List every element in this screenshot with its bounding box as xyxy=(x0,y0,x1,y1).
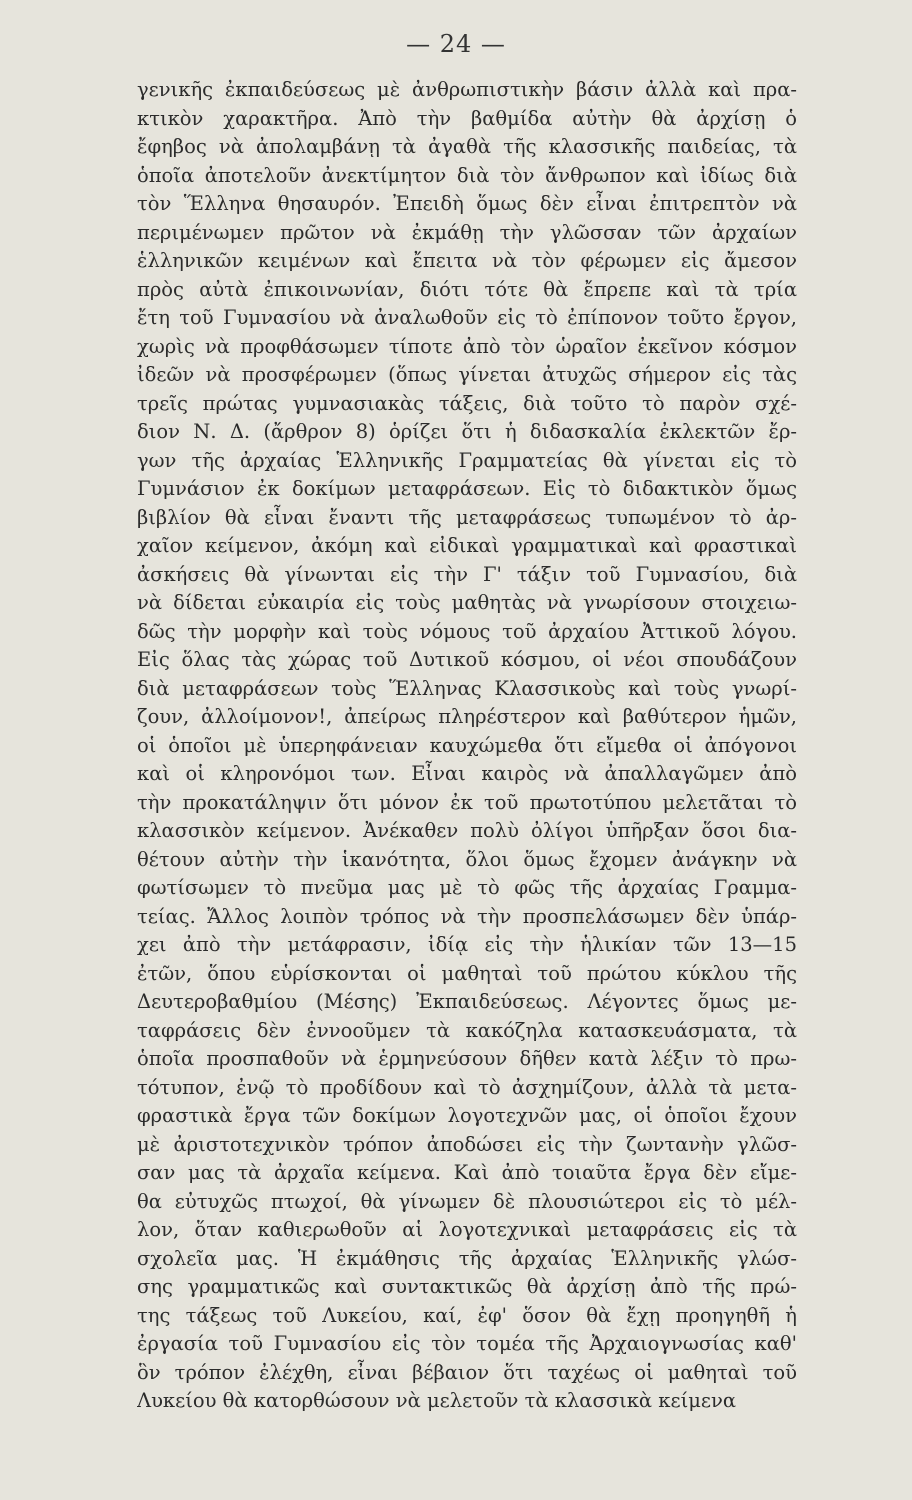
text-line: φραστικὰ ἔργα τῶν δοκίμων λογοτεχνῶν μας, οἱ ὁποῖοι ἔχουν xyxy=(137,1104,797,1127)
text-line: γων τῆς ἀρχαίας Ἑλληνικῆς Γραμματείας θὰ γίνεται εἰς τὸ xyxy=(137,448,797,472)
text-line: τὸν Ἕλληνα θησαυρόν. Ἐπειδὴ ὅμως δὲν εἶναι ἐπιτρεπτὸν νὰ xyxy=(137,192,797,215)
text-line: χαῖον κείμενον, ἀκόμη καὶ εἰδικαὶ γραμματικαὶ καὶ φραστικαὶ xyxy=(137,534,797,557)
text-line: τείας. Ἄλλος λοιπὸν τρόπος νὰ τὴν προσπελάσωμεν δὲν ὑπάρ- xyxy=(137,904,797,928)
text-line: διον Ν. Δ. (ἄρθρον 8) ὁρίζει ὅτι ἡ διδασκαλία ἐκλεκτῶν ἔρ- xyxy=(137,420,797,443)
text-line: χωρὶς νὰ προφθάσωμεν τίποτε ἀπὸ τὸν ὡραῖον ἐκεῖνον κόσμον xyxy=(137,334,797,358)
text-line: θα εὐτυχῶς πτωχοί, θὰ γίνωμεν δὲ πλουσιώτεροι εἰς τὸ μέλ- xyxy=(137,1189,797,1213)
text-line: Δευτεροβαθμίου (Μέσης) Ἐκπαιδεύσεως. Λέγοντες ὅμως με- xyxy=(137,990,797,1013)
text-line: κτικὸν χαρακτῆρα. Ἀπὸ τὴν βαθμίδα αὐτὴν θὰ ἀρχίσῃ ὁ xyxy=(137,106,797,130)
text-line: οἱ ὁποῖοι μὲ ὑπερηφάνειαν καυχώμεθα ὅτι εἴμεθα οἱ ἀπόγονοι xyxy=(137,733,797,757)
text-line: ταφράσεις δὲν ἐννοοῦμεν τὰ κακόζηλα κατασκευάσματα, τὰ xyxy=(137,1018,797,1042)
text-line: χει ἀπὸ τὴν μετάφρασιν, ἰδίᾳ εἰς τὴν ἡλικίαν τῶν 13—15 xyxy=(137,933,797,956)
text-line: ἐτῶν, ὅπου εὑρίσκονται οἱ μαθηταὶ τοῦ πρώτου κύκλου τῆς xyxy=(137,961,797,985)
text-line: Λυκείου θὰ κατορθώσουν νὰ μελετοῦν τὰ κλασσικὰ κείμενα xyxy=(137,1389,737,1412)
text-line: ζουν, ἀλλοίμονον!, ἀπείρως πληρέστερον καὶ βαθύτερον ἡμῶν, xyxy=(137,705,797,728)
text-line: της τάξεως τοῦ Λυκείου, καί, ἐφ' ὅσον θὰ ἔχῃ προηγηθῆ ἡ xyxy=(137,1303,797,1327)
text-line: βιβλίον θὰ εἶναι ἔναντι τῆς μεταφράσεως τυπωμένον τὸ ἀρ- xyxy=(137,505,797,529)
text-line: ἰδεῶν νὰ προσφέρωμεν (ὅπως γίνεται ἀτυχῶς σήμερον εἰς τὰς xyxy=(137,363,797,386)
text-line: Εἰς ὅλας τὰς χώρας τοῦ Δυτικοῦ κόσμου, οἱ νέοι σπουδάζουν xyxy=(137,648,797,671)
text-line: ὁποῖα ἀποτελοῦν ἀνεκτίμητον διὰ τὸν ἄνθρωπον καὶ ἰδίως διὰ xyxy=(137,163,797,187)
text-line: γενικῆς ἐκπαιδεύσεως μὲ ἀνθρωπιστικὴν βάσιν ἀλλὰ καὶ πρα- xyxy=(137,78,797,101)
text-line: τρεῖς πρώτας γυμνασιακὰς τάξεις, διὰ τοῦτο τὸ παρὸν σχέ- xyxy=(137,391,797,415)
text-line: διὰ μεταφράσεων τοὺς Ἕλληνας Κλασσικοὺς καὶ τοὺς γνωρί- xyxy=(137,676,797,700)
text-line: ὁποῖα προσπαθοῦν νὰ ἑρμηνεύσουν δῆθεν κατὰ λέξιν τὸ πρω- xyxy=(137,1047,797,1070)
text-line: ἑλληνικῶν κειμένων καὶ ἔπειτα νὰ τὸν φέρωμεν εἰς ἄμεσον xyxy=(137,249,797,272)
text-line: καὶ οἱ κληρονόμοι των. Εἶναι καιρὸς νὰ ἀπαλλαγῶμεν ἀπὸ xyxy=(137,762,797,785)
text-line: σαν μας τὰ ἀρχαῖα κείμενα. Καὶ ἀπὸ τοιαῦτα ἔργα δὲν εἴμε- xyxy=(137,1161,797,1184)
text-line: φωτίσωμεν τὸ πνεῦμα μας μὲ τὸ φῶς τῆς ἀρχαίας Γραμμα- xyxy=(137,876,797,899)
text-line: νὰ δίδεται εὐκαιρία εἰς τοὺς μαθητὰς νὰ γνωρίσουν στοιχειω- xyxy=(137,591,797,614)
text-line: τὴν προκατάληψιν ὅτι μόνον ἐκ τοῦ πρωτοτύπου μελετᾶται τὸ xyxy=(137,790,797,814)
text-line: ἀσκήσεις θὰ γίνωνται εἰς τὴν Γ' τάξιν τοῦ Γυμνασίου, διὰ xyxy=(137,562,797,586)
text-line: κλασσικὸν κείμενον. Ἀνέκαθεν πολὺ ὀλίγοι ὑπῆρξαν ὅσοι δια- xyxy=(137,819,797,842)
page-number: — 24 — xyxy=(406,30,506,58)
text-line: ὃν τρόπον ἐλέχθη, εἶναι βέβαιον ὅτι ταχέως οἱ μαθηταὶ τοῦ xyxy=(137,1360,797,1384)
text-line: περιμένωμεν πρῶτον νὰ ἐκμάθῃ τὴν γλῶσσαν τῶν ἀρχαίων xyxy=(137,220,797,244)
text-line: Γυμνάσιον ἐκ δοκίμων μεταφράσεων. Εἰς τὸ διδακτικὸν ὅμως xyxy=(137,477,797,500)
body-text xyxy=(137,76,797,1416)
text-line: μὲ ἀριστοτεχνικὸν τρόπον ἀποδώσει εἰς τὴν ζωντανὴν γλῶσ- xyxy=(137,1132,797,1156)
text-line: λον, ὅταν καθιερωθοῦν αἱ λογοτεχνικαὶ μεταφράσεις εἰς τὰ xyxy=(137,1218,797,1241)
text-line: θέτουν αὐτὴν τὴν ἱκανότητα, ὅλοι ὅμως ἔχομεν ἀνάγκην νὰ xyxy=(137,847,797,871)
text-line: τότυπον, ἐνῷ τὸ προδίδουν καὶ τὸ ἀσχημίζουν, ἀλλὰ τὰ μετα- xyxy=(137,1075,797,1099)
text-line: ἐργασία τοῦ Γυμνασίου εἰς τὸν τομέα τῆς Ἀρχαιογνωσίας καθ' xyxy=(137,1332,797,1355)
text-line: σης γραμματικῶς καὶ συντακτικῶς θὰ ἀρχίσῃ ἀπὸ τῆς πρώ- xyxy=(137,1275,797,1298)
text-line: πρὸς αὐτὰ ἐπικοινωνίαν, διότι τότε θὰ ἔπρεπε καὶ τὰ τρία xyxy=(137,277,797,301)
text-line: ἔφηβος νὰ ἀπολαμβάνῃ τὰ ἀγαθὰ τῆς κλασσικῆς παιδείας, τὰ xyxy=(137,135,797,158)
text-line: σχολεῖα μας. Ἡ ἐκμάθησις τῆς ἀρχαίας Ἑλληνικῆς γλώσ- xyxy=(137,1246,797,1270)
text-line: δῶς τὴν μορφὴν καὶ τοὺς νόμους τοῦ ἀρχαίου Ἀττικοῦ λόγου. xyxy=(137,619,797,643)
text-line: ἔτη τοῦ Γυμνασίου νὰ ἀναλωθοῦν εἰς τὸ ἐπίπονον τοῦτο ἔργον, xyxy=(137,306,797,329)
